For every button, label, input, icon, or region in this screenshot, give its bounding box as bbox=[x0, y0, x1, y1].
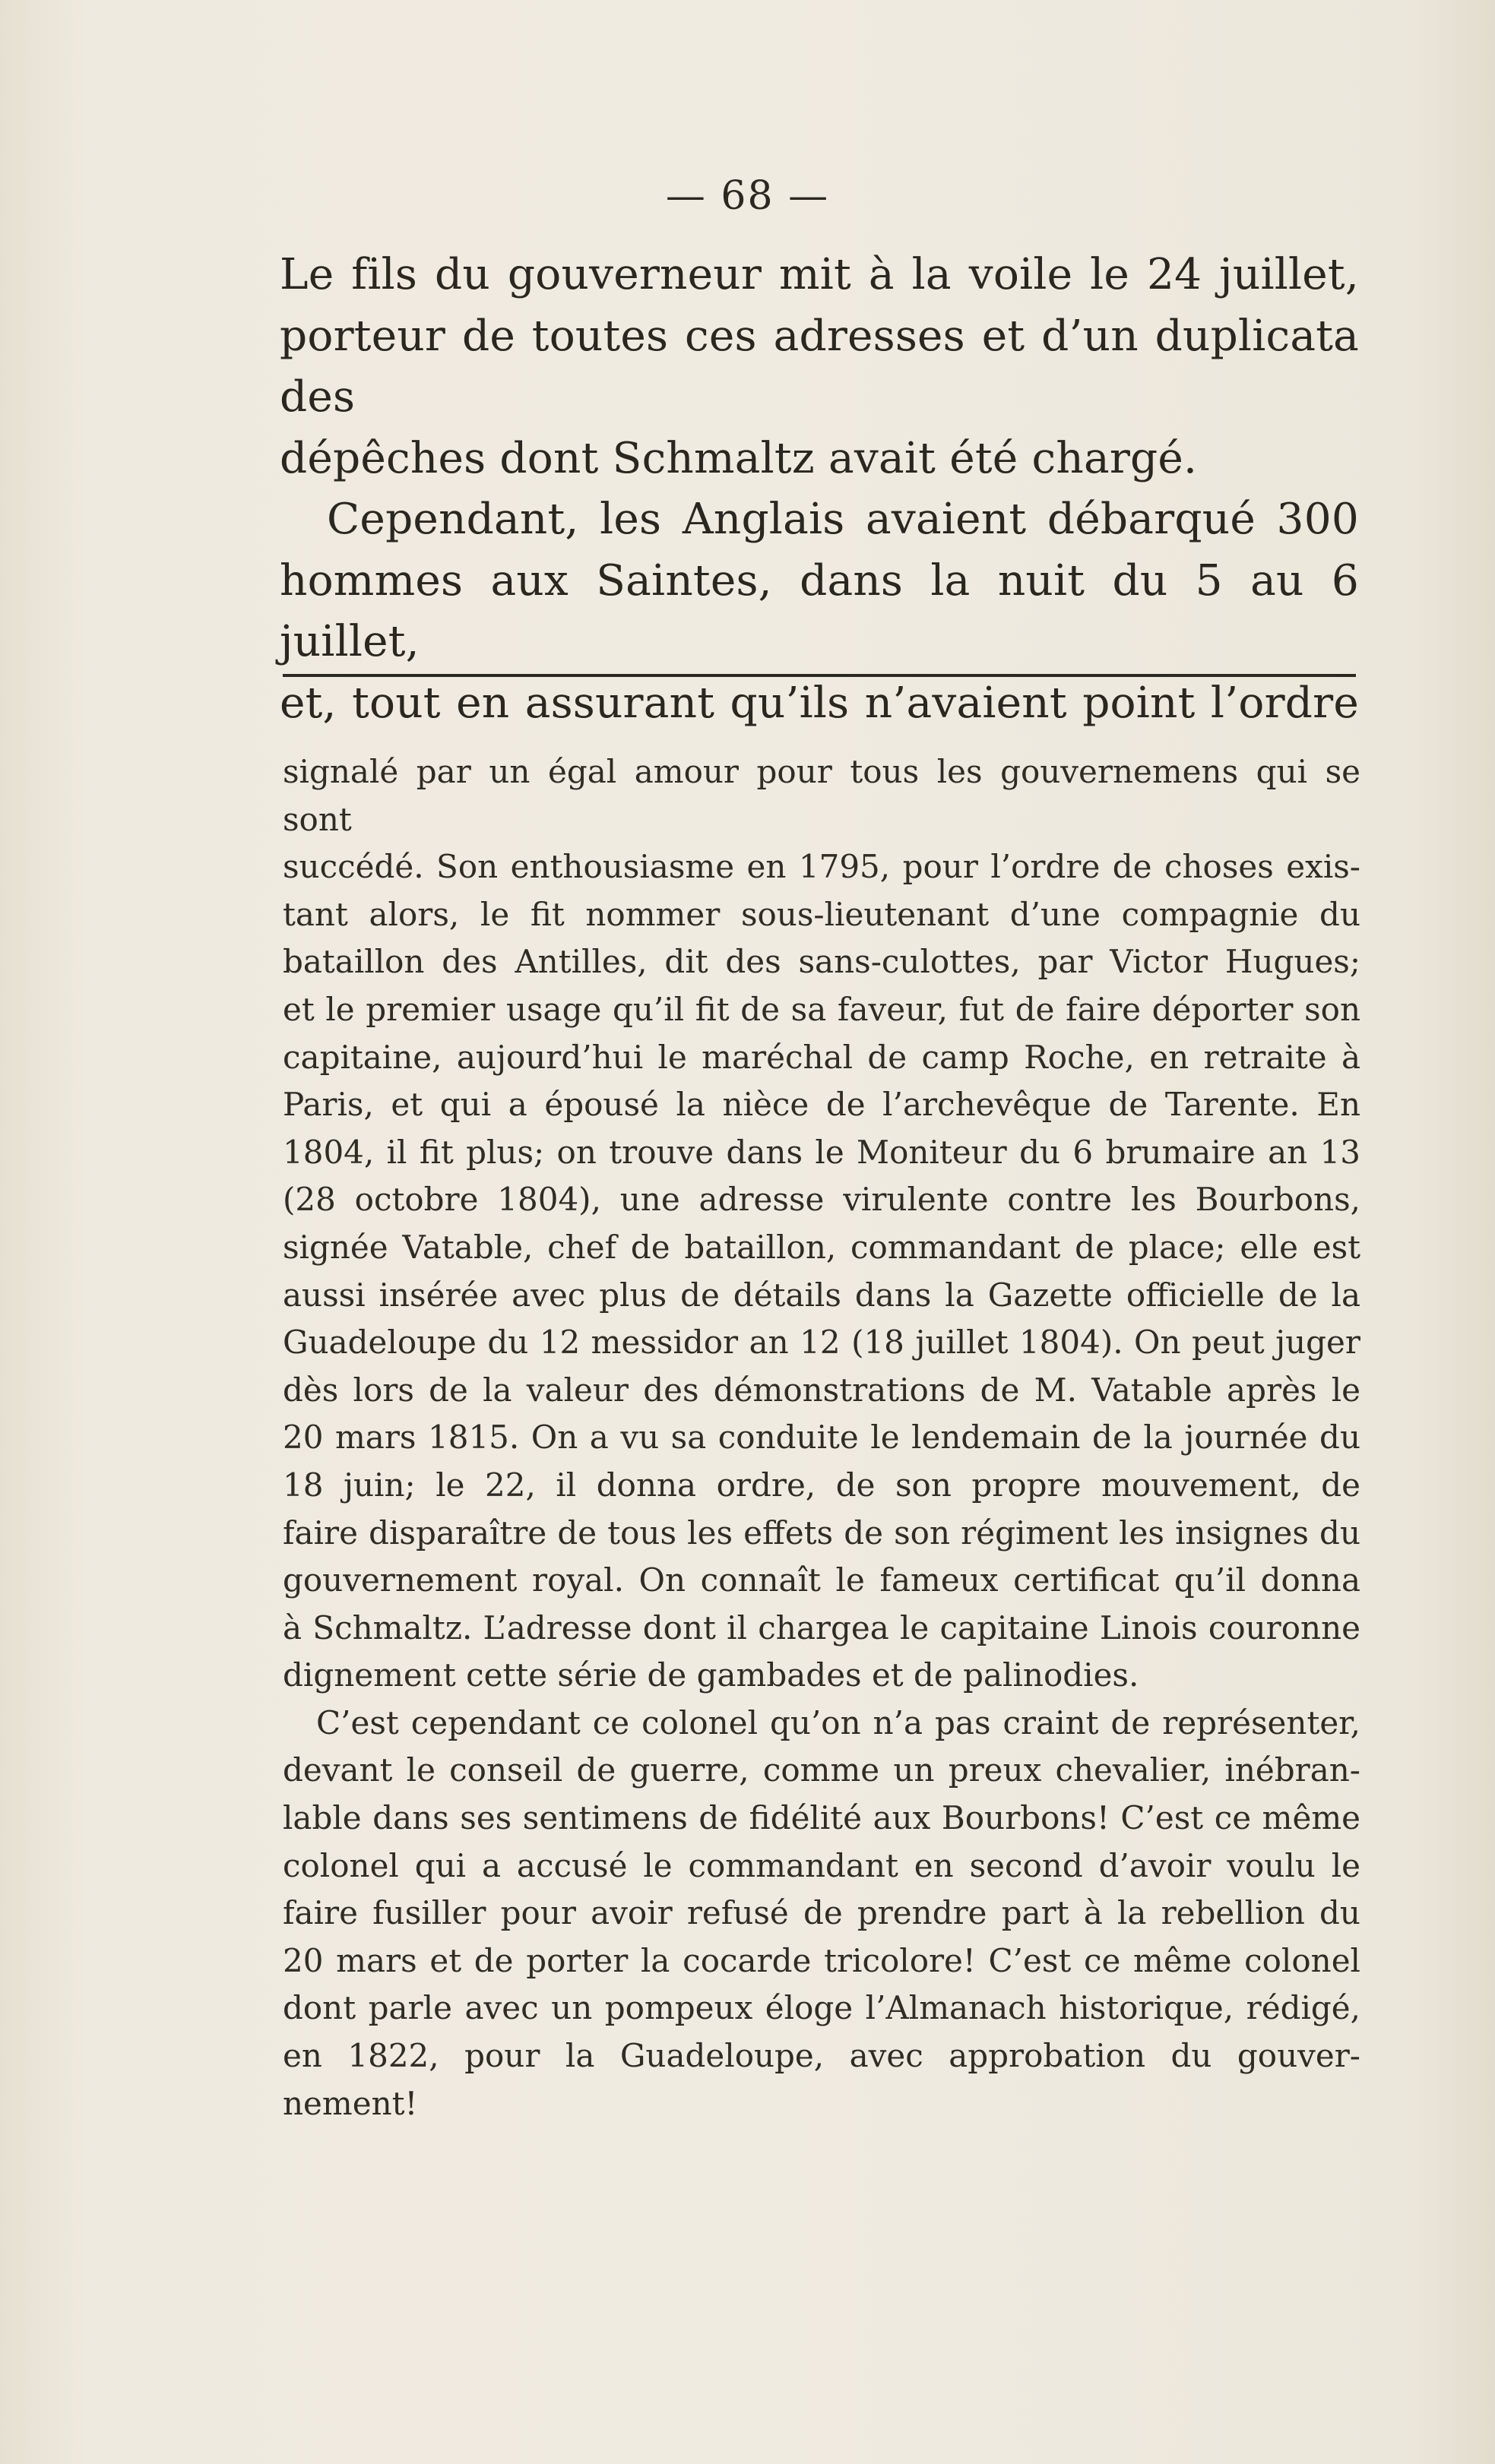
footnote-line: lable dans ses sentimens de fidélité aux Bourbons! C’est ce même bbox=[283, 1799, 1360, 1837]
main-text-line: porteur de toutes ces adresses et d’un duplicata des bbox=[280, 311, 1359, 422]
footnote-line: 1804, il fit plus; on trouve dans le Moniteur du 6 brumaire an 13 bbox=[283, 1133, 1360, 1171]
main-text-line: dépêches dont Schmaltz avait été chargé. bbox=[280, 433, 1198, 483]
footnote-line: à Schmaltz. L’adresse dont il chargea le capitaine Linois couronne bbox=[283, 1608, 1360, 1646]
footnote-line: et le premier usage qu’il fit de sa faveur, fut de faire déporter son bbox=[283, 990, 1360, 1028]
main-text-line: et, tout en assurant qu’ils n’avaient point l’ordre bbox=[280, 678, 1359, 728]
footnote-line: faire disparaître de tous les effets de son régiment les insignes du bbox=[283, 1514, 1360, 1551]
footnote-line: (28 octobre 1804), une adresse virulente contre les Bourbons, bbox=[283, 1181, 1360, 1219]
footnote-line: dignement cette série de gambades et de palinodies. bbox=[283, 1656, 1139, 1694]
footnote-line: en 1822, pour la Guadeloupe, avec approbation du gouver- bbox=[283, 2037, 1360, 2075]
footnote-line: Guadeloupe du 12 messidor an 12 (18 juillet 1804). On peut juger bbox=[283, 1324, 1360, 1362]
footnote-line: gouvernement royal. On connaît le fameux certificat qu’il donna bbox=[283, 1561, 1360, 1599]
footnote-line: 18 juin; le 22, il donna ordre, de son propre mouvement, de bbox=[283, 1466, 1360, 1504]
main-text-line: Cependant, les Anglais avaient débarqué 300 bbox=[327, 495, 1359, 544]
footnote-line: bataillon des Antilles, dit des sans-culottes, par Victor Hugues; bbox=[283, 943, 1360, 981]
footnote-line: aussi insérée avec plus de détails dans la Gazette officielle de la bbox=[283, 1276, 1360, 1314]
footnote-line: faire fusiller pour avoir refusé de prendre part à la rebellion du bbox=[283, 1894, 1360, 1932]
footnote-line: devant le conseil de guerre, comme un preux chevalier, inébran- bbox=[283, 1751, 1360, 1789]
footnote-line: dès lors de la valeur des démonstrations de M. Vatable après le bbox=[283, 1371, 1360, 1409]
footnote-line: colonel qui a accusé le commandant en second d’avoir voulu le bbox=[283, 1846, 1360, 1884]
footnote-line: dont parle avec un pompeux éloge l’Almanach historique, rédigé, bbox=[283, 1989, 1360, 2027]
footnote bbox=[283, 748, 1360, 2127]
footnote-line: tant alors, le fit nommer sous-lieutenant d’une compagnie du bbox=[283, 895, 1360, 933]
footnote-line: C’est cependant ce colonel qu’on n’a pas craint de représenter, bbox=[316, 1703, 1360, 1741]
page-number: — 68 — bbox=[665, 173, 830, 219]
main-text-line: hommes aux Saintes, dans la nuit du 5 au 6 juillet, bbox=[280, 555, 1359, 666]
footnote-line: signalé par un égal amour pour tous les gouvernemens qui se sont bbox=[283, 753, 1360, 838]
footnote-line: 20 mars 1815. On a vu sa conduite le lendemain de la journée du bbox=[283, 1419, 1360, 1457]
footnote-line: Paris, et qui a épousé la nièce de l’archevêque de Tarente. En bbox=[283, 1086, 1360, 1124]
footnote-line: nement! bbox=[283, 2084, 418, 2122]
footnote-separator-rule bbox=[283, 674, 1356, 677]
main-text bbox=[280, 245, 1359, 734]
footnote-line: succédé. Son enthousiasme en 1795, pour l’ordre de choses exis- bbox=[283, 848, 1360, 886]
footnote-line: capitaine, aujourd’hui le maréchal de camp Roche, en retraite à bbox=[283, 1038, 1360, 1076]
main-text-line: Le fils du gouverneur mit à la voile le 24 juillet, bbox=[280, 250, 1359, 299]
footnote-line: 20 mars et de porter la cocarde tricolore! C’est ce même colonel bbox=[283, 1941, 1360, 1979]
footnote-line: signée Vatable, chef de bataillon, commandant de place; elle est bbox=[283, 1228, 1360, 1266]
